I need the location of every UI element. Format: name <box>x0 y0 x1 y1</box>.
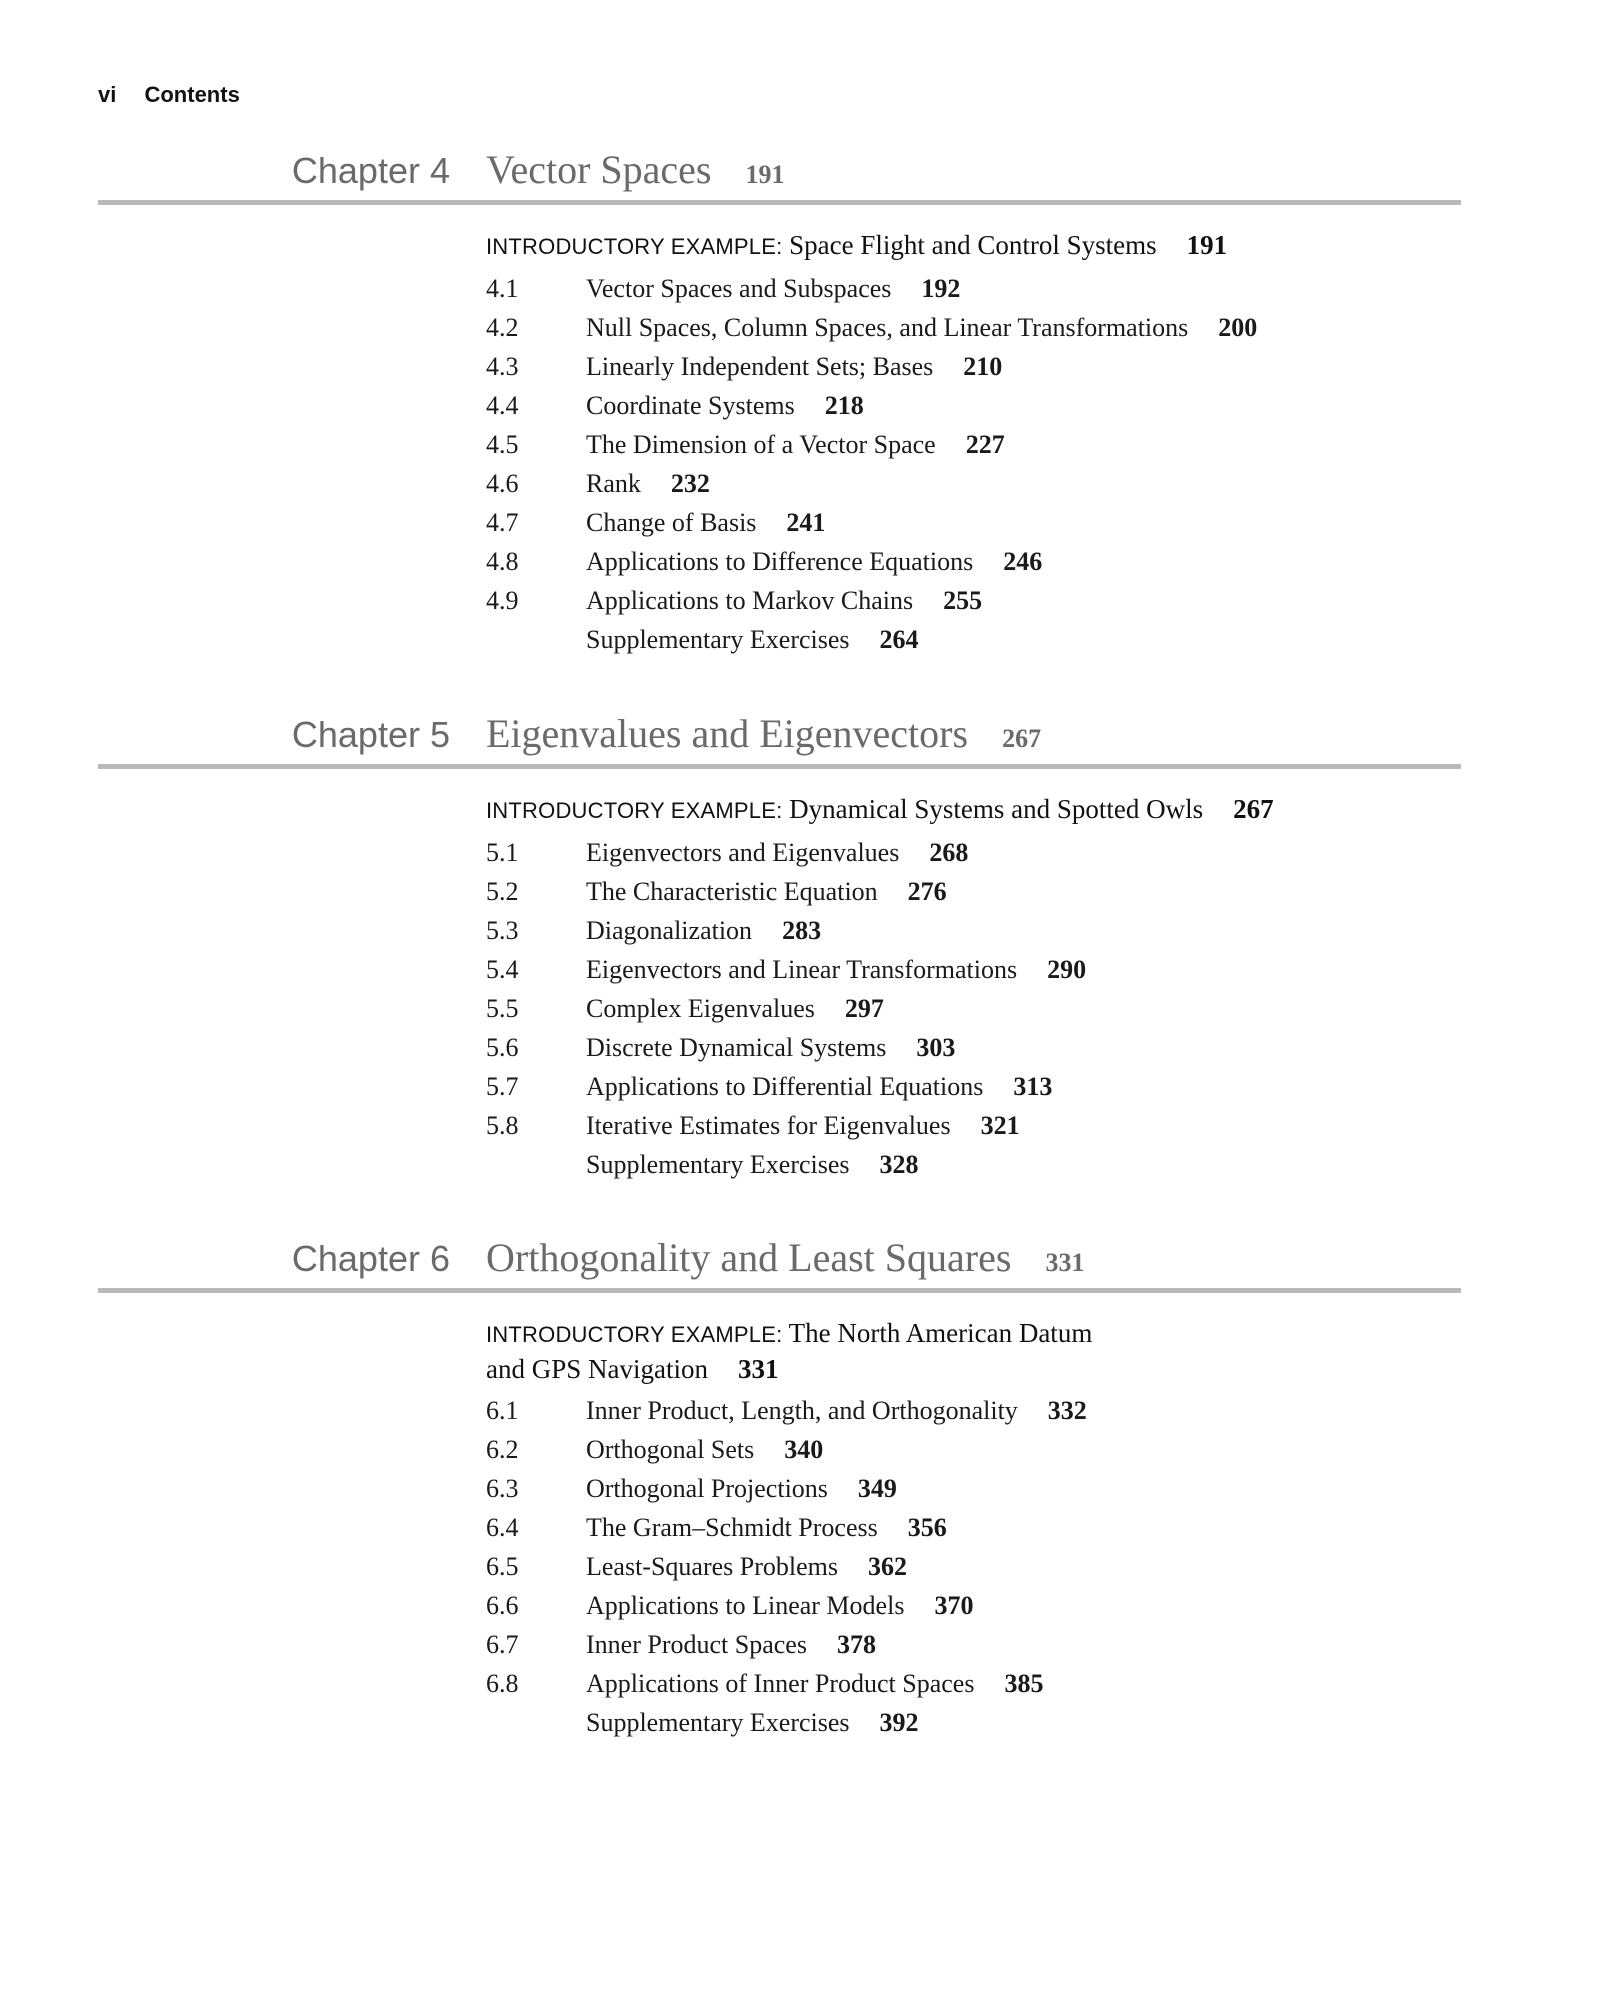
section-title-line <box>586 872 947 911</box>
section-entry[interactable] <box>486 1028 1486 1067</box>
section-page-number: 200 <box>1218 313 1258 342</box>
section-title: The Gram–Schmidt Process <box>586 1513 878 1542</box>
section-title: Supplementary Exercises <box>586 1150 850 1179</box>
section-page-number: 276 <box>907 877 947 906</box>
section-number: 6.6 <box>486 1591 519 1620</box>
section-title-line <box>586 1469 897 1508</box>
section-title-line <box>586 1625 876 1664</box>
section-title: Linearly Independent Sets; Bases <box>586 352 934 381</box>
page-folio: vi <box>98 82 117 107</box>
chapter-page-number: 331 <box>1045 1248 1085 1277</box>
intro-page-number: 331 <box>738 1354 779 1384</box>
section-page-number: 218 <box>824 391 864 420</box>
section-entry[interactable] <box>486 1703 1486 1742</box>
section-number: 6.5 <box>486 1552 519 1581</box>
section-entry[interactable] <box>486 269 1486 308</box>
section-page-number: 246 <box>1003 547 1043 576</box>
section-page-number: 349 <box>857 1474 897 1503</box>
section-entry[interactable] <box>486 950 1486 989</box>
section-title-line <box>586 503 825 542</box>
section-title-line <box>586 308 1257 347</box>
section-entry[interactable] <box>486 581 1486 620</box>
section-number: 4.3 <box>486 352 519 381</box>
section-page-number: 227 <box>965 430 1005 459</box>
section-title: Coordinate Systems <box>586 391 795 420</box>
section-title: Diagonalization <box>586 916 753 945</box>
chapter-title[interactable] <box>486 710 1041 757</box>
section-title-line <box>586 950 1086 989</box>
introductory-example[interactable] <box>486 228 1486 264</box>
section-page-number: 303 <box>916 1033 956 1062</box>
section-title: Complex Eigenvalues <box>586 994 815 1023</box>
intro-page-number: 267 <box>1233 794 1274 824</box>
chapter-heading <box>0 147 1605 210</box>
section-entry[interactable] <box>486 464 1486 503</box>
section-number: 6.7 <box>486 1630 519 1659</box>
section-page-number: 362 <box>868 1552 908 1581</box>
section-number: 5.2 <box>486 877 519 906</box>
section-entry[interactable] <box>486 1547 1486 1586</box>
section-page-number: 264 <box>879 625 919 654</box>
section-entry[interactable] <box>486 911 1486 950</box>
section-title-line <box>586 1703 919 1742</box>
chapter-rule <box>98 1288 1461 1293</box>
section-title: Orthogonal Sets <box>586 1435 755 1464</box>
section-page-number: 385 <box>1004 1669 1044 1698</box>
section-entry[interactable] <box>486 1106 1486 1145</box>
section-title: Inner Product Spaces <box>586 1630 807 1659</box>
chapter-rule <box>98 200 1461 205</box>
section-page-number: 283 <box>782 916 822 945</box>
chapter-label: Chapter 4 <box>291 150 450 191</box>
section-page-number: 356 <box>907 1513 947 1542</box>
section-entry[interactable] <box>486 1664 1486 1703</box>
section-title: Applications to Linear Models <box>586 1591 905 1620</box>
section-number: 6.2 <box>486 1435 519 1464</box>
section-number: 6.1 <box>486 1396 519 1425</box>
section-entry[interactable] <box>486 503 1486 542</box>
section-entry[interactable] <box>486 308 1486 347</box>
section-page-number: 290 <box>1047 955 1087 984</box>
section-title-line <box>586 1391 1087 1430</box>
section-title: Iterative Estimates for Eigenvalues <box>586 1111 951 1140</box>
section-title: The Characteristic Equation <box>586 877 878 906</box>
section-entry[interactable] <box>486 1145 1486 1184</box>
section-page-number: 255 <box>943 586 983 615</box>
introductory-example[interactable] <box>486 792 1486 828</box>
section-page-number: 340 <box>784 1435 824 1464</box>
section-title-line <box>586 1508 947 1547</box>
section-title-line <box>586 1586 973 1625</box>
section-number: 4.8 <box>486 547 519 576</box>
section-title: Supplementary Exercises <box>586 625 850 654</box>
section-title-line <box>586 833 968 872</box>
section-entry[interactable] <box>486 1391 1486 1430</box>
chapter-page-number: 267 <box>1002 724 1042 753</box>
section-title: Discrete Dynamical Systems <box>586 1033 887 1062</box>
section-title: Vector Spaces and Subspaces <box>586 274 892 303</box>
section-entry[interactable] <box>486 1469 1486 1508</box>
section-page-number: 370 <box>934 1591 974 1620</box>
section-title-line <box>586 1547 907 1586</box>
section-title-line <box>586 1028 955 1067</box>
chapter-title[interactable] <box>486 146 784 193</box>
section-title-line <box>586 1067 1052 1106</box>
section-page-number: 392 <box>879 1708 919 1737</box>
section-entry[interactable] <box>486 833 1486 872</box>
intro-title-continued: and GPS Navigation <box>486 1354 708 1384</box>
section-page-number: 313 <box>1013 1072 1053 1101</box>
section-page-number: 332 <box>1047 1396 1087 1425</box>
section-page-number: 268 <box>929 838 969 867</box>
section-entry[interactable] <box>486 425 1486 464</box>
section-title: Orthogonal Projections <box>586 1474 828 1503</box>
section-entry[interactable] <box>486 1508 1486 1547</box>
section-title-line <box>586 620 919 659</box>
section-title: Applications of Inner Product Spaces <box>586 1669 975 1698</box>
intro-title: Dynamical Systems and Spotted Owls <box>789 794 1204 824</box>
section-title: Applications to Differential Equations <box>586 1072 984 1101</box>
section-entry[interactable] <box>486 1430 1486 1469</box>
section-page-number: 232 <box>670 469 710 498</box>
section-entry[interactable] <box>486 347 1486 386</box>
chapter-page-number: 191 <box>745 160 785 189</box>
section-page-number: 210 <box>963 352 1003 381</box>
section-entry[interactable] <box>486 1067 1486 1106</box>
section-title-line <box>586 911 821 950</box>
section-title: Least-Squares Problems <box>586 1552 839 1581</box>
chapter-label: Chapter 5 <box>291 714 450 755</box>
section-number: 4.4 <box>486 391 519 420</box>
section-title: Change of Basis <box>586 508 757 537</box>
section-number: 4.6 <box>486 469 519 498</box>
section-title: Eigenvectors and Linear Transformations <box>586 955 1018 984</box>
section-number: 4.9 <box>486 586 519 615</box>
section-title-line <box>586 347 1002 386</box>
section-number: 6.3 <box>486 1474 519 1503</box>
section-title: Null Spaces, Column Spaces, and Linear Transformations <box>586 313 1189 342</box>
intro-title: Space Flight and Control Systems <box>789 230 1157 260</box>
section-page-number: 378 <box>836 1630 876 1659</box>
section-page-number: 192 <box>921 274 961 303</box>
chapter-heading <box>0 1235 1605 1298</box>
running-head-title: Contents <box>144 82 240 107</box>
section-page-number: 297 <box>844 994 884 1023</box>
section-number: 5.4 <box>486 955 519 984</box>
chapter-title-text: Orthogonality and Least Squares <box>486 1235 1012 1280</box>
section-number: 5.5 <box>486 994 519 1023</box>
section-title: Applications to Markov Chains <box>586 586 914 615</box>
section-number: 5.8 <box>486 1111 519 1140</box>
section-title-line <box>586 1664 1043 1703</box>
section-page-number: 328 <box>879 1150 919 1179</box>
chapter-title[interactable] <box>486 1234 1084 1281</box>
chapter-entries <box>486 792 1486 1184</box>
section-title-line <box>586 542 1042 581</box>
section-number: 6.8 <box>486 1669 519 1698</box>
intro-label: INTRODUCTORY EXAMPLE: <box>486 798 783 823</box>
section-number: 4.1 <box>486 274 519 303</box>
section-number: 4.7 <box>486 508 519 537</box>
chapter-heading <box>0 711 1605 774</box>
section-number: 4.5 <box>486 430 519 459</box>
section-number: 5.6 <box>486 1033 519 1062</box>
section-title-line <box>586 989 884 1028</box>
section-entry[interactable] <box>486 872 1486 911</box>
section-entry[interactable] <box>486 542 1486 581</box>
section-page-number: 241 <box>786 508 826 537</box>
section-number: 4.2 <box>486 313 519 342</box>
section-title-line <box>586 425 1005 464</box>
chapter-label: Chapter 6 <box>291 1238 450 1279</box>
intro-label: INTRODUCTORY EXAMPLE: <box>486 234 783 259</box>
section-title: Supplementary Exercises <box>586 1708 850 1737</box>
section-title: Eigenvectors and Eigenvalues <box>586 838 900 867</box>
section-title-line <box>586 269 960 308</box>
section-page-number: 321 <box>980 1111 1020 1140</box>
section-title: Applications to Difference Equations <box>586 547 974 576</box>
section-title-line <box>586 464 710 503</box>
section-number: 6.4 <box>486 1513 519 1542</box>
section-title-line <box>586 1430 823 1469</box>
chapter-entries <box>486 1316 1486 1742</box>
section-title-line <box>586 1106 1020 1145</box>
section-title: Inner Product, Length, and Orthogonality <box>586 1396 1018 1425</box>
section-title-line <box>586 1145 919 1184</box>
chapter-title-text: Eigenvalues and Eigenvectors <box>486 711 969 756</box>
chapter-rule <box>98 764 1461 769</box>
introductory-example[interactable] <box>486 1316 1486 1386</box>
section-number: 5.1 <box>486 838 519 867</box>
running-head <box>98 82 240 108</box>
chapter-entries <box>486 228 1486 659</box>
chapter-title-text: Vector Spaces <box>486 147 712 192</box>
section-entry[interactable] <box>486 620 1486 659</box>
section-number: 5.3 <box>486 916 519 945</box>
section-title-line <box>586 581 982 620</box>
section-title: Rank <box>586 469 641 498</box>
intro-label: INTRODUCTORY EXAMPLE: <box>486 1322 783 1347</box>
section-entry[interactable] <box>486 1625 1486 1664</box>
section-title: The Dimension of a Vector Space <box>586 430 936 459</box>
section-entry[interactable] <box>486 989 1486 1028</box>
section-entry[interactable] <box>486 386 1486 425</box>
intro-page-number: 191 <box>1186 230 1228 260</box>
intro-title: The North American Datum <box>788 1318 1093 1348</box>
section-number: 5.7 <box>486 1072 519 1101</box>
section-entry[interactable] <box>486 1586 1486 1625</box>
section-title-line <box>586 386 864 425</box>
